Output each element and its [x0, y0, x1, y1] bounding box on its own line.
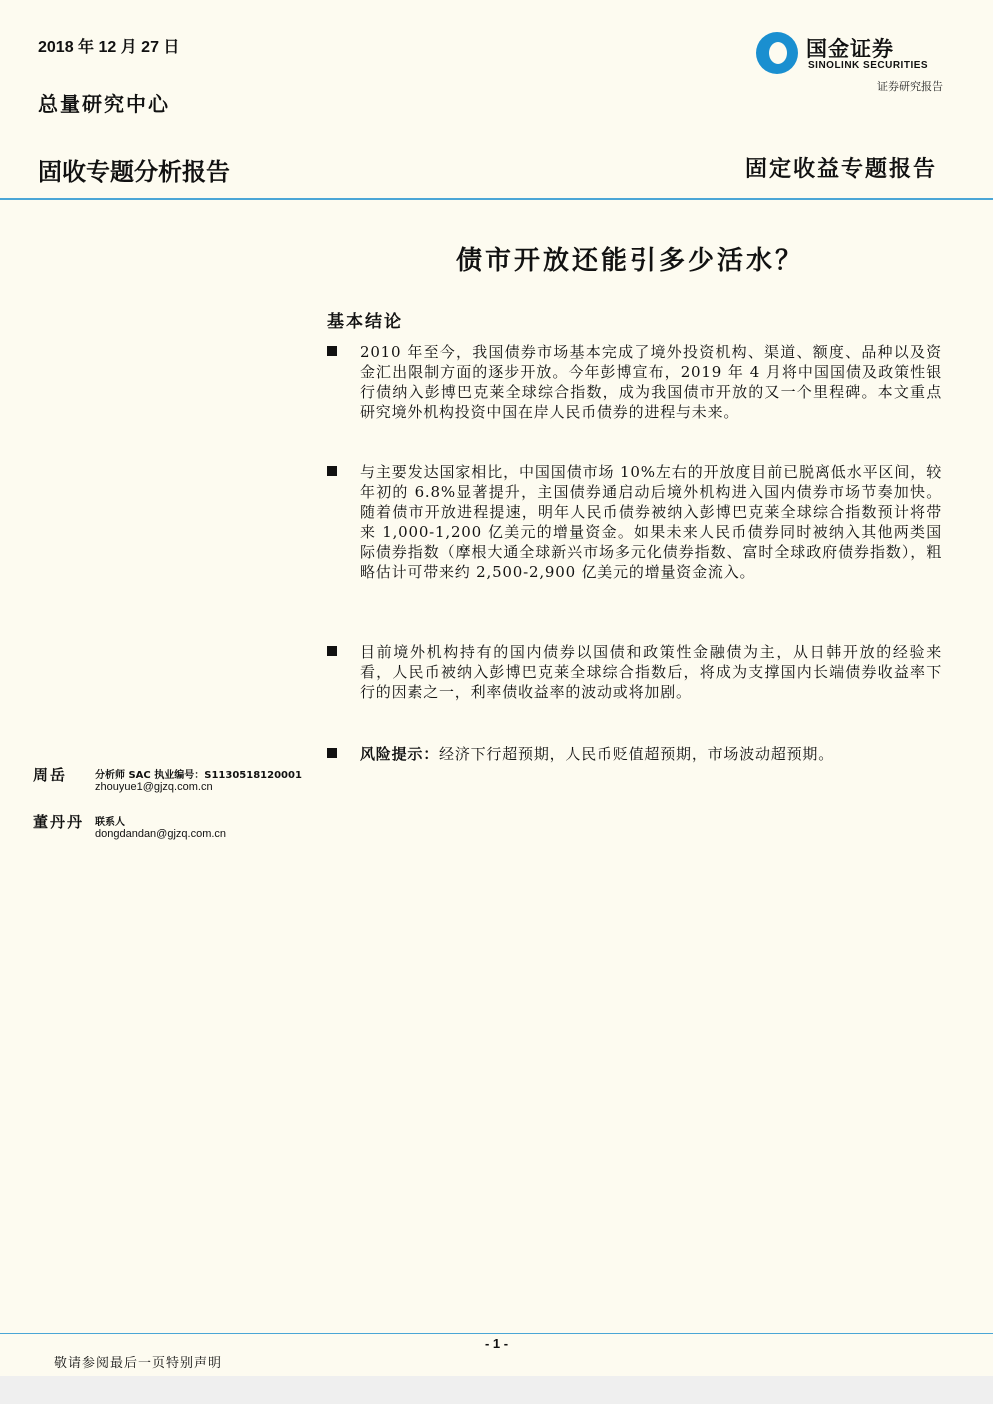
sinolink-logo	[756, 32, 946, 76]
author-email[interactable]: zhouyue1@gjzq.com.cn	[95, 781, 213, 793]
page-bottom-band	[0, 1376, 993, 1404]
bullet-text: 目前境外机构持有的国内债券以国债和政策性金融债为主，从日韩开放的经验来看，人民币被纳入彭博巴克莱全球综合指数后，将成为支撑国内长端债券收益率下行的因素之一，利率债收益率的波动或将加剧。	[360, 643, 942, 701]
report-title: 债市开放还能引多少活水？	[455, 246, 804, 276]
risk-bullet	[327, 744, 942, 764]
conclusion-bullet	[327, 642, 942, 702]
header-divider	[0, 198, 993, 200]
page-number: - 1 -	[484, 1336, 509, 1351]
disclaimer-note: 敬请参阅最后一页特别声明	[54, 1356, 223, 1371]
report-date: 2018 年 12 月 27 日	[38, 39, 180, 56]
bullet-square-icon	[327, 346, 337, 356]
bullet-text: 2010 年至今，我国债券市场基本完成了境外投资机构、渠道、额度、品种以及资金汇出限制方面的逐步开放。今年彭博宣布，2019 年 4 月将中国国债及政策性银行债纳入彭博巴克莱全球综合指数，成为我国债市开放的又一个里程碑。本文重点研究境外机构投资中国在岸人民币债券的进程与未来。	[360, 343, 942, 421]
bullet-square-icon	[327, 646, 337, 656]
bullet-square-icon	[327, 466, 337, 476]
logo-chinese-name: 国金证券	[806, 37, 894, 61]
report-type-right: 固定收益专题报告	[744, 156, 937, 182]
author-email[interactable]: dongdandan@gjzq.com.cn	[95, 828, 227, 840]
section-heading: 基本结论	[327, 312, 403, 332]
conclusion-bullet	[327, 462, 942, 582]
footer-divider	[0, 1333, 993, 1334]
research-center-name: 总量研究中心	[38, 92, 170, 116]
logo-mark-icon	[756, 32, 798, 74]
author-name: 董丹丹	[33, 813, 85, 831]
bullet-square-icon	[327, 748, 337, 758]
author-role: 分析师 SAC 执业编号：S1130518120001	[95, 770, 302, 781]
author-role: 联系人	[95, 817, 125, 828]
conclusion-bullet	[327, 342, 942, 422]
author-block	[33, 764, 302, 793]
logo-subtitle: 证券研究报告	[877, 80, 943, 93]
report-type-left: 固收专题分析报告	[38, 158, 230, 186]
author-block	[33, 811, 227, 840]
bullet-text: 与主要发达国家相比，中国国债市场 10%左右的开放度目前已脱离低水平区间，较年初的 6.8%显著提升，主国债券通启动后境外机构进入国内债券市场节奏加快。随着债市开放进程提速，明年人民币债券被纳入彭博巴克莱全球综合指数预计将带来 1,000-1,200 亿美元的增量资金。如果未来人民币债券同时被纳入其他两类国际债券指数（摩根大通全球新兴市场多元化债券指数、富时全球政府债券指数），粗略估计可带来约 2,500-2,900 亿美元的增量资金流入。	[360, 463, 942, 581]
risk-text	[360, 744, 942, 764]
logo-english-name: SINOLINK SECURITIES	[808, 60, 929, 71]
risk-content: 经济下行超预期，人民币贬值超预期，市场波动超预期。	[439, 745, 835, 763]
risk-label: 风险提示：	[360, 745, 440, 763]
author-name: 周岳	[33, 766, 68, 784]
